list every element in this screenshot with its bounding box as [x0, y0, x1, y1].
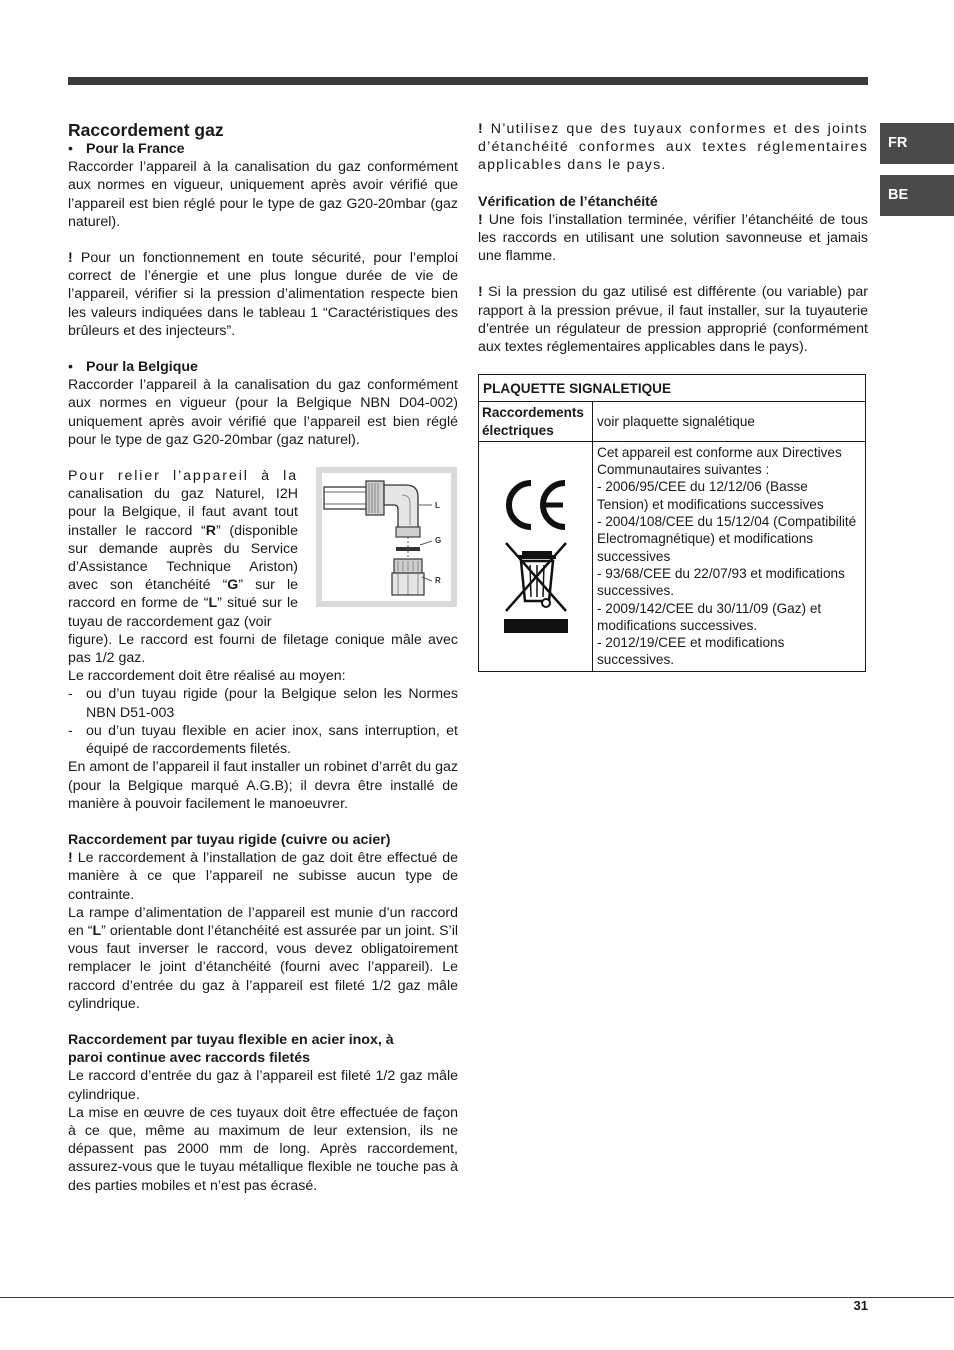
- means-item-flexible: - ou d’un tuyau flexible en acier inox, sans interruption, et équipé de raccordements filetés.: [68, 722, 458, 758]
- lang-tab-fr: FR: [880, 123, 954, 164]
- page-number: 31: [853, 1298, 868, 1313]
- rigid-warning: ! Le raccordement à l’installation de gaz doit être effectué de manière à ce que l’appareil ne subisse aucun type de contrainte.: [68, 850, 458, 903]
- figure-section: [68, 467, 458, 631]
- left-column: [68, 120, 458, 1195]
- ce-mark-icon: [501, 477, 571, 533]
- verif-text: ! Une fois l’installation terminée, vérifier l’étanchéité de tous les raccords en utilisant une solution savonneuse et jamais une flamme.: [478, 211, 868, 265]
- regulator-text: ! Si la pression du gaz utilisé est différente (ou variable) par rapport à la pression prévue, il faut installer, sur la tuyauterie d’entrée un régulateur de pression approprié (conformément aux textes réglementaires applicables dans le pays).: [478, 284, 868, 356]
- rigid-heading: Raccordement par tuyau rigide (cuivre ou acier): [68, 831, 391, 848]
- plate-elec-label: Raccordements électriques: [479, 402, 593, 442]
- warning-exclamation-icon: !: [478, 211, 483, 228]
- verif-heading: Vérification de l’étanchéité: [478, 193, 658, 210]
- france-text: Raccorder l’appareil à la canalisation du gaz conformément aux normes en vigueur, uniquement après avoir vérifié que l’appareil est bien réglé pour le type de gaz G20-20mbar (gaz naturel).: [68, 159, 458, 230]
- plate-symbols: [479, 441, 593, 671]
- plate-elec-value: voir plaquette signalétique: [593, 402, 866, 442]
- pipes-warning: ! N’utilisez que des tuyaux conformes et des joints d’étanchéité conformes aux textes réglementaires applicables dans le pays.: [478, 121, 868, 174]
- figure-continued-text: figure). Le raccord est fourni de filetage conique mâle avec pas 1/2 gaz.: [68, 631, 458, 667]
- warning-exclamation-icon: !: [68, 850, 73, 867]
- plate-conformity: Cet appareil est conforme aux Directives Communautaires suivantes : - 2006/95/CEE du 12/12/06 (Basse Tension) et modifications successives - 2004/108/CEE du 15/12/04 (Compatibilité Electromagnétique) et modifications successives - 93/68/CEE du 22/07/93 et modifications successives. - 2009/142/CEE du 30/11/09 (Gaz) et modifications successives. - 2012/19/CEE et modifications successives.: [593, 441, 866, 671]
- belgique-text: Raccorder l’appareil à la canalisation du gaz conformément aux normes en vigueur (pour la Belgique NBN D04-002) uniquement après avoir vérifié que l’appareil est bien réglé pour le type de gaz G20-20mbar (gaz naturel).: [68, 377, 458, 448]
- warning-exclamation-icon: !: [478, 284, 483, 301]
- crossed-bin-weee-icon: [502, 541, 570, 635]
- svg-text:L: L: [435, 501, 440, 511]
- right-column: [478, 120, 868, 672]
- warning-exclamation-icon: !: [478, 121, 484, 137]
- svg-text:R: R: [435, 576, 441, 586]
- header-rule: [68, 77, 868, 85]
- gas-fitting-figure: [316, 467, 457, 607]
- means-intro: Le raccordement doit être réalisé au moyen:: [68, 668, 346, 685]
- plate-header: PLAQUETTE SIGNALETIQUE: [479, 375, 866, 402]
- footer-rule: [0, 1297, 954, 1298]
- valve-text: En amont de l’appareil il faut installer un robinet d’arrêt du gaz (pour la Belgique marqué A.G.B); il devra être installé de manière à pouvoir facilement le manoeuvrer.: [68, 759, 458, 812]
- means-item-rigid: - ou d’un tuyau rigide (pour la Belgique selon les Normes NBN D51-003: [68, 686, 458, 721]
- svg-text:G: G: [435, 536, 442, 546]
- figure-text: Pour relier l’appareil à la canalisation du gaz Naturel, I2H pour la Belgique, il faut avant tout installer le raccord “R” (disponible sur demande auprès du Service d’Assistance Technique Ariston) avec son étanchéité “G” sur le raccord en forme de “L” situé sur le tuyau de raccordement gaz (voir: [68, 468, 298, 630]
- rigid-text: La rampe d’alimentation de l’appareil est munie d’un raccord en “L” orientable dont l’étanchéité est assurée par un joint. S’il vous faut inverser le raccord, vous devez obligatoirement remplacer le joint d’étanchéité (fourni avec l’appareil). Le raccord d’entrée du gaz à l’appareil est fileté 1/2 gaz mâle cylindrique.: [68, 904, 458, 1012]
- rating-plate-table: [478, 374, 866, 671]
- section-title: Raccordement gaz: [68, 120, 224, 140]
- warning-exclamation-icon: !: [68, 250, 73, 267]
- lang-tab-be: BE: [880, 175, 954, 216]
- flex-text-1: Le raccord d’entrée du gaz à l’appareil est fileté 1/2 gaz mâle cylindrique.: [68, 1068, 458, 1103]
- belgique-heading: • Pour la Belgique: [68, 359, 198, 376]
- france-heading: • Pour la France: [68, 141, 185, 157]
- flex-heading: Raccordement par tuyau flexible en acier inox, à paroi continue avec raccords filetés: [68, 1031, 394, 1067]
- flex-text-2: La mise en œuvre de ces tuyaux doit être effectuée de façon à ce que, même au maximum de leur extension, ils ne dépassent pas 2000 mm de long. Après raccordement, assurez-vous que le tuyau métallique flexible ne touche pas à des parties mobiles et n’est pas écrasé.: [68, 1104, 458, 1194]
- gas-fitting-diagram-icon: [322, 473, 451, 601]
- pressure-warning: ! Pour un fonctionnement en toute sécurité, pour l’emploi correct de l’énergie et une plus longue durée de vie de l’appareil, vérifier si la pression d’alimentation respecte bien les valeurs indiquées dans le tableau 1 “Caractéristiques des brûleurs et des injecteurs”.: [68, 250, 458, 339]
